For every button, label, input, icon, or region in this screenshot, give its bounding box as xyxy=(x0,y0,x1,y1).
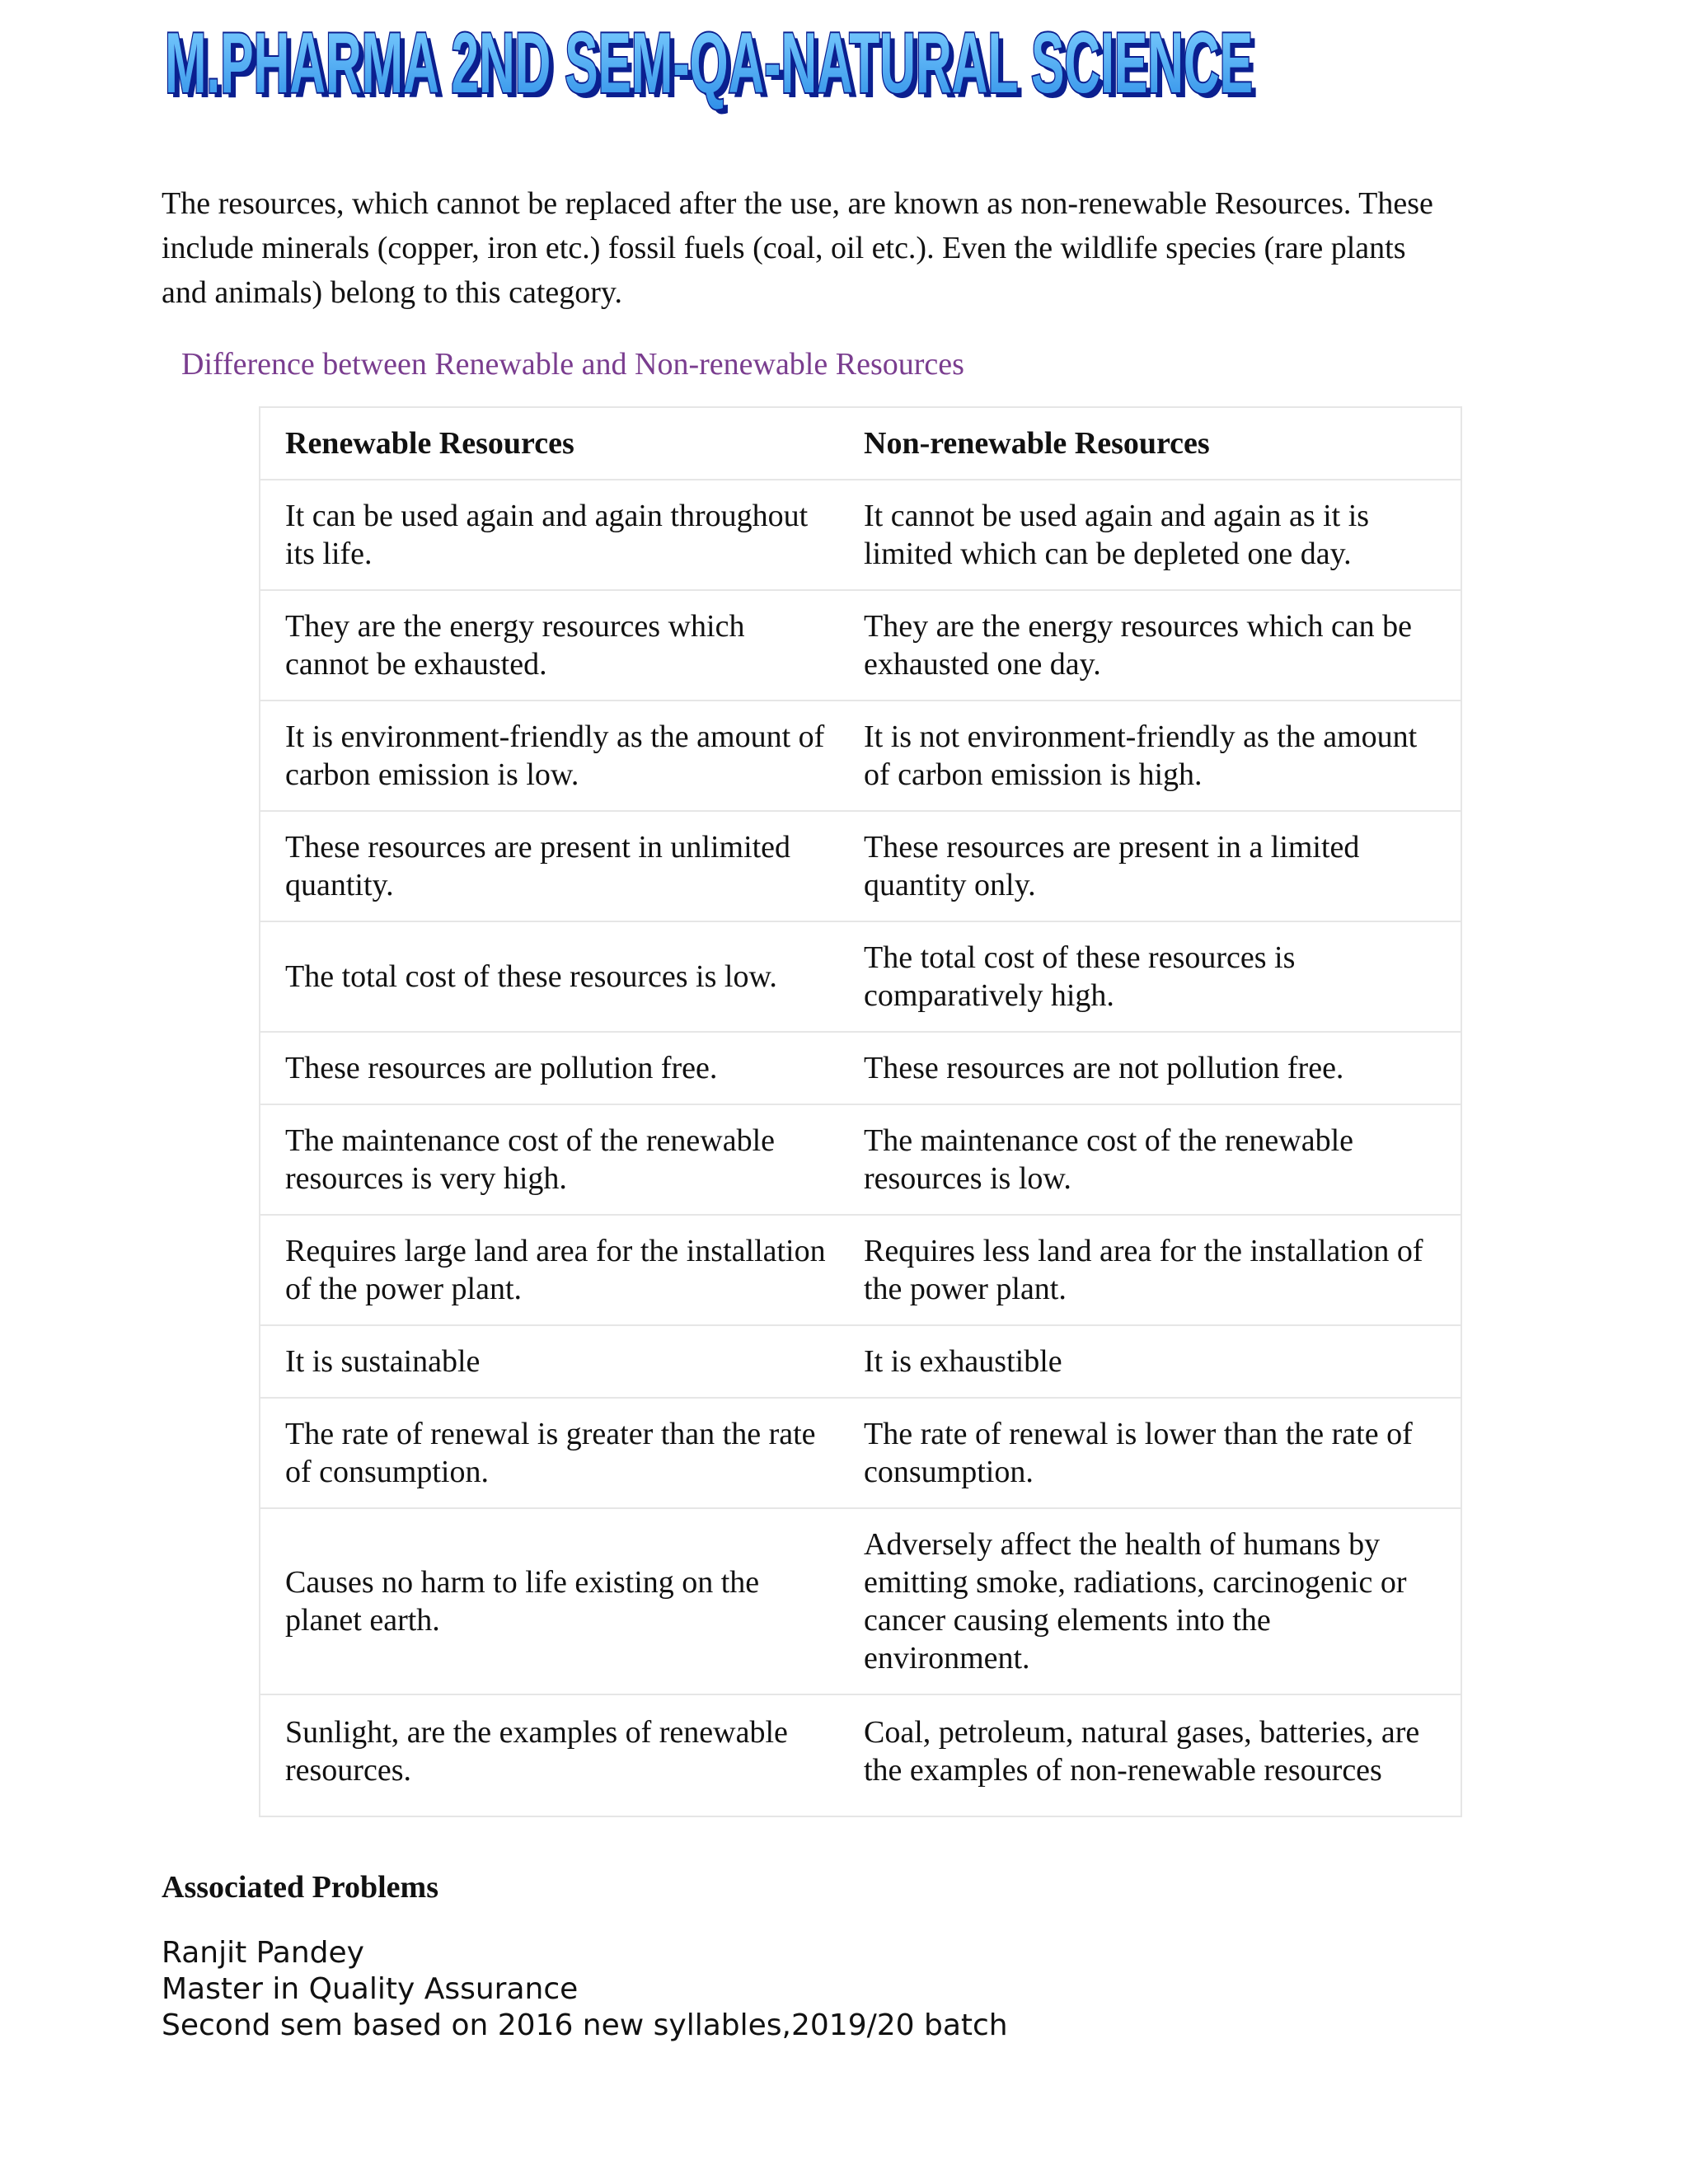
banner-text: M.PHARMA 2ND SEM-QA-NATURAL SCIENCE xyxy=(165,16,1253,111)
table-row xyxy=(260,1325,1461,1398)
author-block xyxy=(162,1935,1008,2044)
table-header-row xyxy=(260,408,1461,480)
cell-renewable: The total cost of these resources is low. xyxy=(260,921,856,1032)
cell-non-renewable: They are the energy resources which can be exhausted one day. xyxy=(856,590,1461,701)
table-row xyxy=(260,1104,1461,1215)
author-degree: Master in Quality Assurance xyxy=(162,1972,579,2006)
cell-non-renewable: It cannot be used again and again as it is limited which can be depleted one day. xyxy=(856,480,1461,590)
table-row xyxy=(260,921,1461,1032)
cell-non-renewable: These resources are not pollution free. xyxy=(856,1032,1461,1104)
table-row xyxy=(260,590,1461,701)
table-row xyxy=(260,1694,1461,1816)
cell-renewable: It can be used again and again throughout its life. xyxy=(260,480,856,590)
cell-non-renewable: It is not environment-friendly as the amount of carbon emission is high. xyxy=(856,701,1461,811)
comparison-table xyxy=(259,406,1462,1817)
table-row xyxy=(260,1398,1461,1508)
table-row xyxy=(260,1032,1461,1104)
cell-non-renewable: Requires less land area for the installation of the power plant. xyxy=(856,1215,1461,1325)
cell-non-renewable: The total cost of these resources is comparatively high. xyxy=(856,921,1461,1032)
intro-paragraph: The resources, which cannot be replaced after the use, are known as non-renewable Resources. These include minerals (copper, iron etc.) fossil fuels (coal, oil etc.). Even the wildlife species (rare plants and animals) belong to this category. xyxy=(162,186,1433,310)
header-renewable: Renewable Resources xyxy=(260,408,856,480)
cell-non-renewable: The maintenance cost of the renewable resources is low. xyxy=(856,1104,1461,1215)
author-note: Second sem based on 2016 new syllables,2019/20 batch xyxy=(162,2008,1008,2042)
section-subheading: Difference between Renewable and Non-renewable Resources xyxy=(181,347,964,382)
banner-shadow-text: M.PHARMA 2ND SEM-QA-NATURAL SCIENCE xyxy=(170,21,1258,116)
table-row xyxy=(260,811,1461,921)
cell-renewable: Causes no harm to life existing on the planet earth. xyxy=(260,1508,856,1694)
cell-renewable: These resources are pollution free. xyxy=(260,1032,856,1104)
cell-renewable: It is sustainable xyxy=(260,1325,856,1398)
table-row xyxy=(260,1215,1461,1325)
author-name: Ranjit Pandey xyxy=(162,1936,364,1970)
cell-non-renewable: Adversely affect the health of humans by emitting smoke, radiations, carcinogenic or cancer causing elements into the environment. xyxy=(856,1508,1461,1694)
associated-problems-heading: Associated Problems xyxy=(162,1870,438,1905)
cell-non-renewable: It is exhaustible xyxy=(856,1325,1461,1398)
cell-non-renewable: Coal, petroleum, natural gases, batteries, are the examples of non-renewable resources xyxy=(864,1715,1420,1788)
cell-non-renewable: The rate of renewal is lower than the rate of consumption. xyxy=(856,1398,1461,1508)
cell-renewable: Requires large land area for the installation of the power plant. xyxy=(260,1215,856,1325)
title-banner xyxy=(162,0,1266,116)
cell-renewable: They are the energy resources which cannot be exhausted. xyxy=(260,590,856,701)
table-row xyxy=(260,701,1461,811)
table-row xyxy=(260,480,1461,590)
cell-renewable: The rate of renewal is greater than the rate of consumption. xyxy=(260,1398,856,1508)
cell-renewable: Sunlight, are the examples of renewable resources. xyxy=(285,1715,788,1788)
cell-non-renewable: These resources are present in a limited quantity only. xyxy=(856,811,1461,921)
header-non-renewable: Non-renewable Resources xyxy=(856,408,1461,480)
table-body xyxy=(260,480,1461,1816)
cell-renewable: It is environment-friendly as the amount of carbon emission is low. xyxy=(260,701,856,811)
cell-renewable: The maintenance cost of the renewable resources is very high. xyxy=(260,1104,856,1215)
cell-renewable: These resources are present in unlimited quantity. xyxy=(260,811,856,921)
table-row xyxy=(260,1508,1461,1694)
